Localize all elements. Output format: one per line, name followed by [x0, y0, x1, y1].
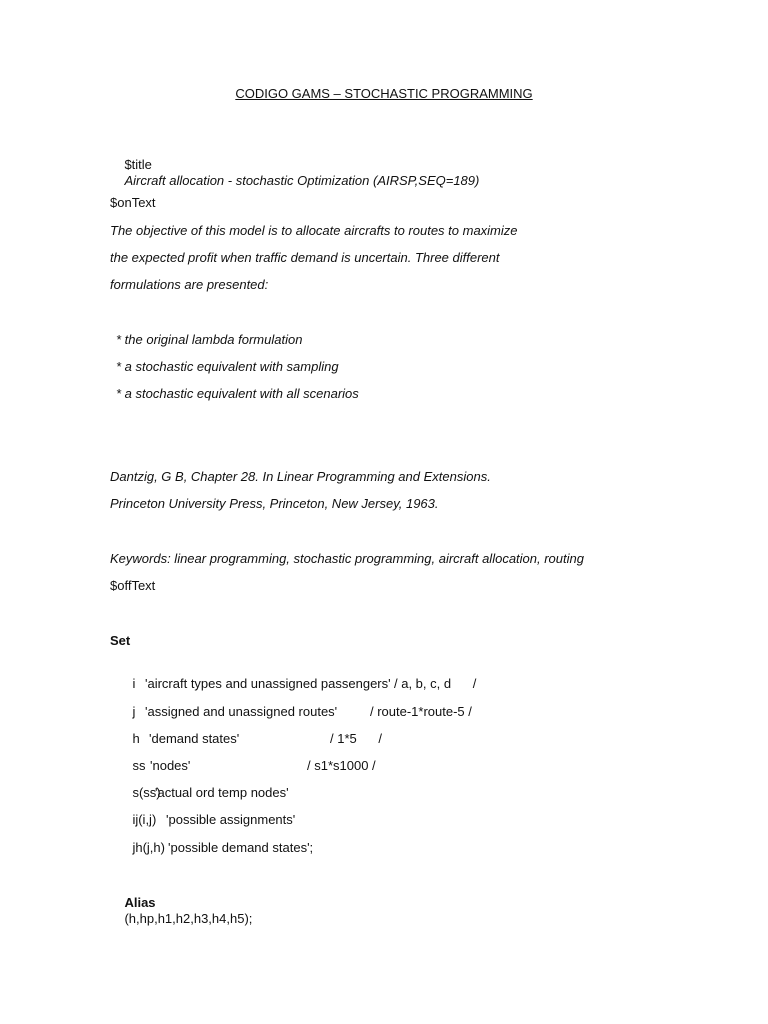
paragraph-line-3: formulations are presented: — [110, 277, 269, 292]
offtext-directive: $offText — [110, 578, 156, 593]
set-row-value: / 1*5 / — [330, 731, 383, 746]
set-row-value: / a, b, c, d / — [394, 676, 477, 691]
title-keyword: $title — [124, 157, 152, 172]
ontext-directive: $onText — [110, 195, 156, 210]
keywords-line: Keywords: linear programming, stochastic programming, aircraft allocation, routing — [110, 551, 584, 566]
bullet-item-1: * the original lambda formulation — [116, 332, 303, 347]
set-heading: Set — [110, 633, 131, 648]
title-statement — [110, 141, 479, 205]
paragraph-line-2: the expected profit when traffic demand is uncertain. Three different — [110, 250, 500, 265]
set-row-desc: 'nodes' — [150, 758, 191, 773]
set-row-desc: 'possible assignments' — [166, 812, 296, 827]
paragraph-line-1: The objective of this model is to allocate aircrafts to routes to maximize — [110, 223, 518, 238]
set-row-name: h — [132, 731, 140, 746]
set-row-value: / s1*s1000 / — [307, 758, 376, 773]
set-row-desc: 'aircraft types and unassigned passengers' — [145, 676, 391, 691]
alias-text: (h,hp,h1,h2,h3,h4,h5); — [124, 911, 253, 926]
reference-line-2: Princeton University Press, Princeton, New Jersey, 1963. — [110, 496, 439, 511]
alias-keyword: Alias — [124, 895, 156, 910]
title-text: Aircraft allocation - stochastic Optimization (AIRSP,SEQ=189) — [124, 173, 480, 188]
set-row-name: s(ss) — [132, 785, 161, 800]
set-row-name: i — [132, 676, 136, 691]
set-row-desc: 'actual ord temp nodes' — [155, 785, 289, 800]
reference-line-1: Dantzig, G B, Chapter 28. In Linear Programming and Extensions. — [110, 469, 491, 484]
alias-statement — [110, 879, 252, 943]
set-row — [118, 824, 314, 872]
set-row-value: / route-1*route-5 / — [370, 704, 472, 719]
set-row-name: j — [132, 704, 136, 719]
document-title: CODIGO GAMS – STOCHASTIC PROGRAMMING — [235, 86, 533, 101]
set-row-name: ss — [132, 758, 146, 773]
bullet-item-3: * a stochastic equivalent with all scenarios — [116, 386, 359, 401]
set-row-desc: 'assigned and unassigned routes' — [145, 704, 338, 719]
bullet-item-2: * a stochastic equivalent with sampling — [116, 359, 339, 374]
set-row-desc: 'demand states' — [149, 731, 240, 746]
set-row-desc: 'possible demand states'; — [168, 840, 314, 855]
set-row-name: jh(j,h) — [132, 840, 165, 855]
set-row-name: ij(i,j) — [132, 812, 157, 827]
